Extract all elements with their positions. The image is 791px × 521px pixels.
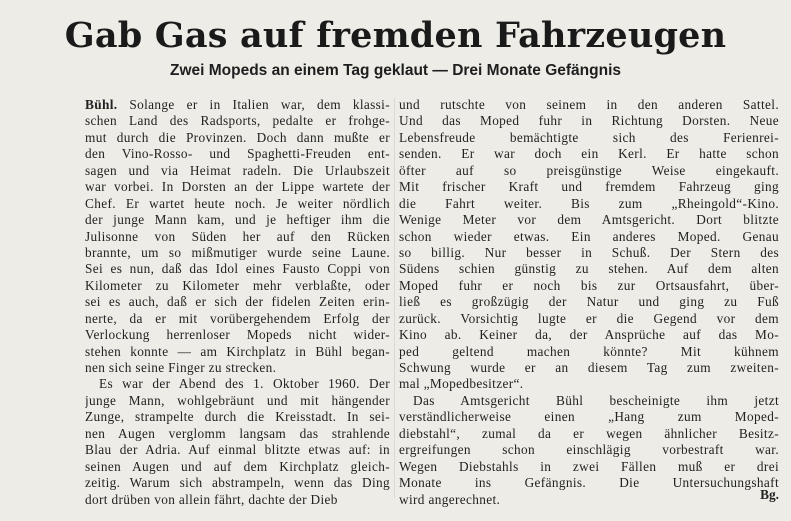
article-line: wird angerechnet.	[399, 491, 501, 507]
article-line: Wenige Meter vor dem Amtsgericht. Dort blitzte	[399, 212, 779, 228]
article-line: Kilometer zu Kilometer mehr verblaßte, oder	[85, 277, 390, 293]
article-line: zeitig. Warum sich abstrampeln, wenn das Ding	[85, 475, 390, 491]
article-line: junge Mann, wohlgebräunt und mit hängender	[85, 392, 390, 408]
article-line: sei es auch, daß er sich der fidelen Zeiten erin-	[85, 294, 390, 310]
article-line: zurück. Vorsichtig lugte er die Gegend vor dem	[399, 310, 779, 326]
article-line: der junge Mann kam, und je heftiger ihm die	[85, 212, 390, 228]
article-line: mut durch die Provinzen. Doch dann mußte er	[85, 129, 390, 145]
article-line: Verlockung herrenloser Mopeds nicht wider-	[85, 327, 390, 343]
article-line: Blau der Adria. Auf einmal blitzte etwas auf: in	[85, 442, 390, 458]
article-line: Zunge, strampelte durch die Kreisstadt. In sei-	[85, 409, 390, 425]
article-line: senden. Er war doch ein Kerl. Er hatte schon	[399, 146, 779, 162]
article-column-left	[85, 97, 390, 508]
article-line: Und das Moped fuhr in Richtung Dorsten. Neue	[399, 113, 779, 129]
article-line: Mit frischer Kraft und fremdem Fahrzeug ging	[399, 179, 779, 195]
article-line: so billig. Nur besser in Schuß. Der Stern des	[399, 244, 779, 260]
article-line: Südens schien günstig zu stehen. Auf dem alten	[399, 261, 779, 277]
article-line: und rutschte von seinem in den anderen Sattel.	[399, 97, 779, 112]
article-line: war vorbei. In Dorsten an der Lippe wartete der	[85, 179, 390, 195]
article-line: ped geltend machen könnte? Mit kühnem	[399, 343, 779, 359]
article-line: Lebensfreude bemächtigte sich des Ferienrei-	[399, 129, 779, 145]
article-line	[85, 97, 390, 113]
article-line: verständlicherweise einen „Hang zum Moped-	[399, 409, 779, 425]
article-line: öfter auf so preisgünstige Weise eingekauft.	[399, 162, 779, 178]
article-line: mal „Mopedbesitzer“.	[399, 376, 524, 392]
headline: Gab Gas auf fremden Fahrzeugen	[64, 15, 727, 56]
article-line: die Fahrt weiter. Bis zum „Rheingold“-Kino.	[399, 195, 779, 211]
article-line: Julisonne von Süden her auf den Rücken	[85, 228, 390, 244]
article-line: Es war der Abend des 1. Oktober 1960. Der	[99, 376, 390, 392]
article-line: ließ es großzügig der Natur und ging zu Fuß	[399, 294, 779, 310]
author-signature: Bg.	[760, 487, 779, 502]
article-line: brannte, um so mißmutiger wurde seine Laune.	[85, 244, 390, 260]
article-line: Moped fuhr er noch bis zur Ortsausfahrt, über-	[399, 277, 779, 293]
column-divider	[394, 98, 395, 498]
article-line: schen Land des Radsports, pedalte er frohge-	[85, 113, 390, 129]
article-line: Kino ab. Keiner da, der Ansprüche auf das Mo-	[399, 327, 779, 343]
article-line: Das Amtsgericht Bühl bescheinigte ihm jetzt	[413, 392, 779, 408]
article-line: Sei es nun, daß das Idol eines Fausto Coppi von	[85, 261, 390, 277]
article-line: seinen Augen und auf dem Kirchplatz gleich-	[85, 458, 390, 474]
article-line: nerte, da er mit vorübergehendem Erfolg der	[85, 310, 390, 326]
article-line: Wegen Diebstahls in zwei Fällen muß er drei	[399, 458, 779, 474]
article-line: schon wieder etwas. Ein anderes Moped. Genau	[399, 228, 779, 244]
article-line: Monate ins Gefängnis. Die Untersuchungshaft	[399, 475, 779, 491]
article-line: stehen konnte — am Kirchplatz in Bühl began-	[85, 343, 390, 359]
dateline: Bühl.	[85, 97, 118, 112]
article-line: nen Augen verglomm langsam das strahlende	[85, 425, 390, 441]
article-line: Chef. Er wartet heute noch. Je weiter nördlich	[85, 195, 390, 211]
article-line: nen sich seine Finger zu strecken.	[85, 360, 277, 375]
subheadline: Zwei Mopeds an einem Tag geklaut — Drei Monate Gefängnis	[169, 62, 621, 79]
article-line-text: Solange er in Italien war, dem klassi-	[117, 97, 390, 112]
article-line: sagen und via Heimat radeln. Die Urlaubszeit	[85, 162, 390, 178]
article-line: Schwung wurde er an diesem Tag zum zweiten-	[399, 360, 779, 375]
article-line: diebstahl“, zumal da er wegen ähnlicher Besitz-	[399, 425, 779, 441]
article-column-right	[399, 97, 779, 508]
article-line: den Vino-Rosso- und Spaghetti-Freuden ent-	[85, 146, 390, 162]
article-line: ergreifungen schon einschlägig vorbestraft war.	[399, 442, 779, 458]
article-line: dort drüben von allein fährt, dachte der Dieb	[85, 491, 338, 507]
